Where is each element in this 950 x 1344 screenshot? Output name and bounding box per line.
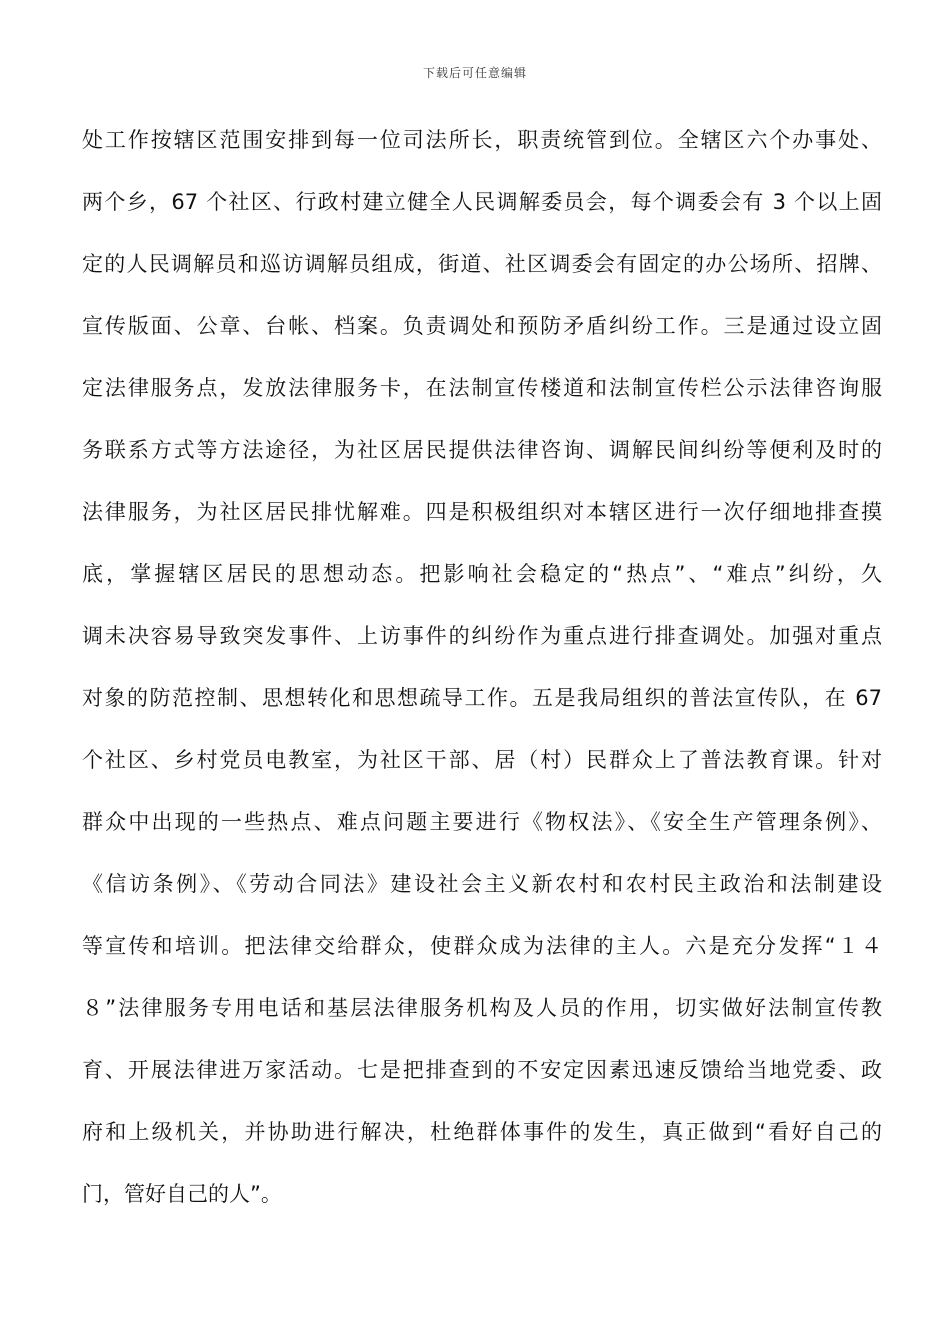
text-line: 两个乡，67 个社区、行政村建立健全人民调解委员会，每个调委会有 3 个以上固 <box>82 190 882 214</box>
text-line: ８”法律服务专用电话和基层法律服务机构及人员的作用，切实做好法制宣传教 <box>82 996 882 1020</box>
text-line: 个社区、乡村党员电教室，为社区干部、居（村）民群众上了普法教育课。针对 <box>82 748 882 772</box>
text-line: 门，管好自己的人”。 <box>82 1182 282 1206</box>
text-line: 调未决容易导致突发事件、上访事件的纠纷作为重点进行排查调处。加强对重点 <box>82 624 882 648</box>
text-line: 府和上级机关，并协助进行解决，杜绝群体事件的发生，真正做到“看好自己的 <box>82 1120 882 1144</box>
text-line: 群众中出现的一些热点、难点问题主要进行《物权法》、《安全生产管理条例》、 <box>82 810 882 834</box>
text-line: 处工作按辖区范围安排到每一位司法所长，职责统管到位。全辖区六个办事处、 <box>82 128 882 152</box>
page-header: 下载后可任意编辑 <box>422 66 527 80</box>
text-line: 底，掌握辖区居民的思想动态。把影响社会稳定的“热点”、“难点”纠纷，久 <box>82 562 882 586</box>
text-line: 育、开展法律进万家活动。七是把排查到的不安定因素迅速反馈给当地党委、政 <box>82 1058 882 1082</box>
text-line: 《信访条例》、《劳动合同法》建设社会主义新农村和农村民主政治和法制建设 <box>82 872 882 896</box>
text-line: 定的人民调解员和巡访调解员组成，街道、社区调委会有固定的办公场所、招牌、 <box>82 252 882 276</box>
text-line: 对象的防范控制、思想转化和思想疏导工作。五是我局组织的普法宣传队，在 67 <box>82 686 882 710</box>
text-line: 宣传版面、公章、台帐、档案。负责调处和预防矛盾纠纷工作。三是通过设立固 <box>82 314 882 338</box>
text-line: 法律服务，为社区居民排忧解难。四是积极组织对本辖区进行一次仔细地排查摸 <box>82 500 882 524</box>
text-line: 务联系方式等方法途径，为社区居民提供法律咨询、调解民间纠纷等便利及时的 <box>82 438 882 462</box>
text-line: 等宣传和培训。把法律交给群众，使群众成为法律的主人。六是充分发挥“１４ <box>82 934 882 958</box>
body-paragraph <box>82 118 882 1234</box>
text-line: 定法律服务点，发放法律服务卡，在法制宣传楼道和法制宣传栏公示法律咨询服 <box>82 376 882 400</box>
